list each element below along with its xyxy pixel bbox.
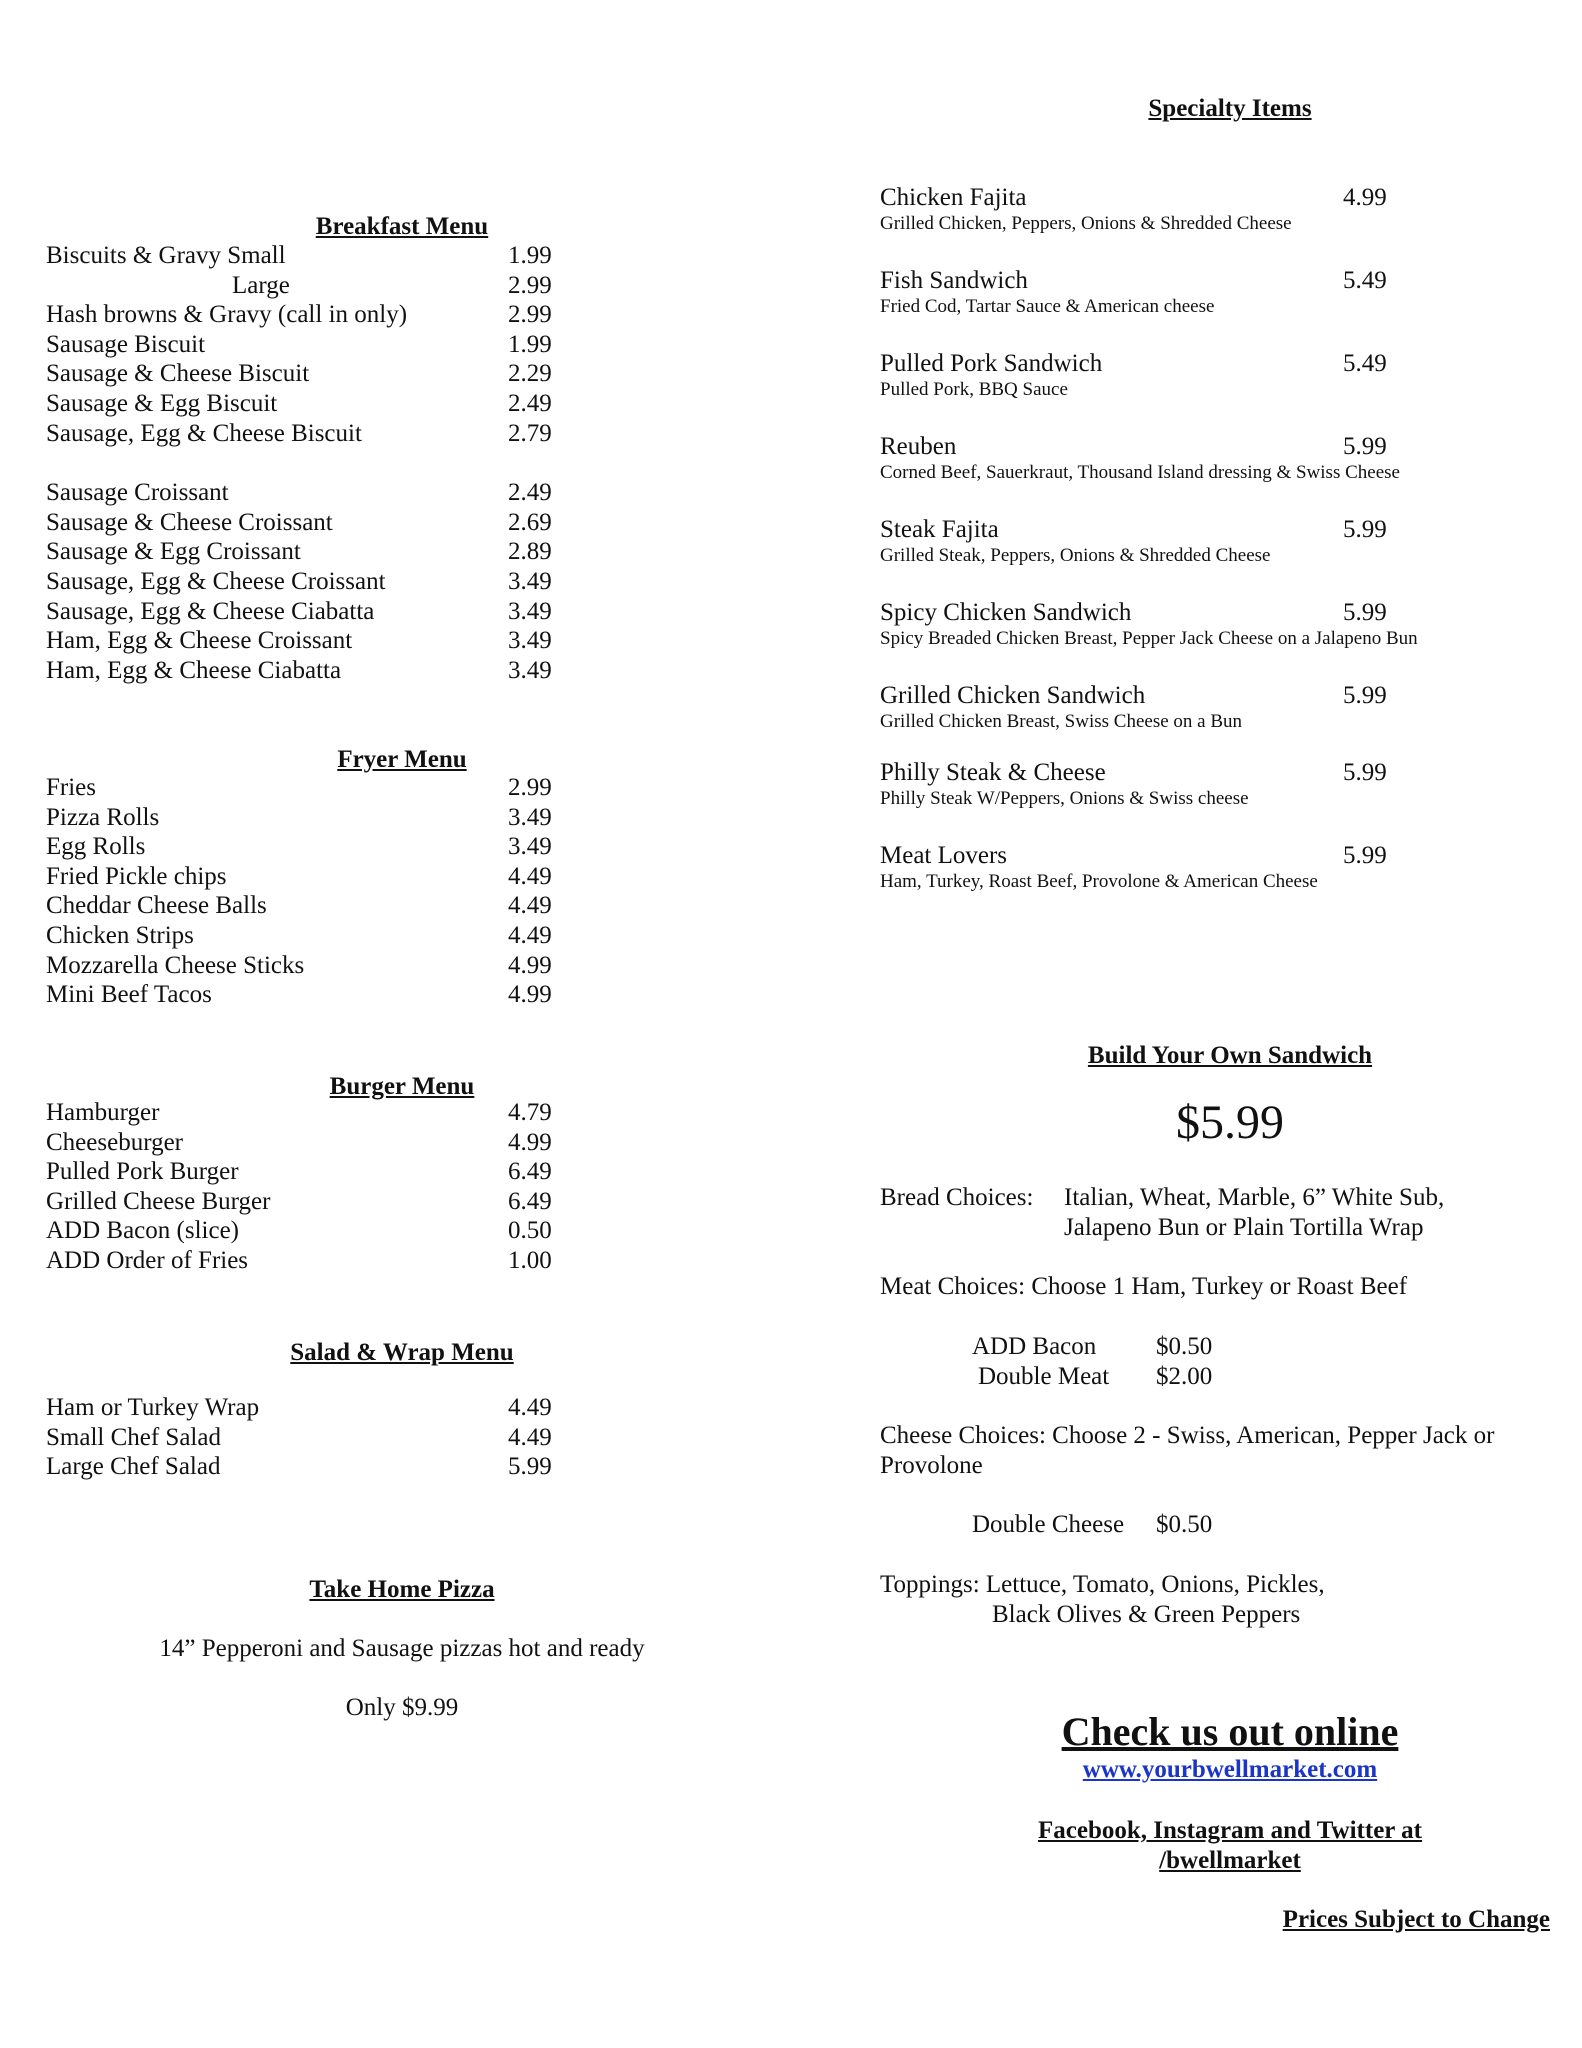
breakfast-item-name: Sausage & Cheese Croissant bbox=[46, 508, 333, 536]
specialty-item-name: Chicken Fajita bbox=[880, 184, 1027, 211]
cheese-choices-line2: Provolone bbox=[880, 1452, 983, 1479]
add-bacon-price: $0.50 bbox=[1156, 1333, 1213, 1360]
breakfast-item-price: 2.99 bbox=[508, 271, 552, 299]
specialty-item-description: Pulled Pork, BBQ Sauce bbox=[880, 379, 1068, 400]
fryer-item-name: Egg Rolls bbox=[46, 833, 146, 861]
specialty-item-price: 5.49 bbox=[1343, 267, 1387, 294]
specialty-item bbox=[880, 842, 1520, 894]
breakfast-item-name: Large bbox=[232, 271, 290, 299]
fryer-item-price: 3.49 bbox=[508, 803, 552, 831]
breakfast-item-price: 2.49 bbox=[508, 479, 552, 507]
double-cheese-label: Double Cheese bbox=[972, 1511, 1125, 1538]
breakfast-item-price: 3.49 bbox=[508, 656, 552, 684]
specialty-item-name: Fish Sandwich bbox=[880, 267, 1028, 294]
breakfast-item-name: Sausage & Egg Biscuit bbox=[46, 390, 278, 417]
breakfast-item-price: 2.69 bbox=[508, 508, 552, 536]
breakfast-item-price: 2.79 bbox=[508, 419, 552, 447]
breakfast-item-name: Sausage, Egg & Cheese Ciabatta bbox=[46, 597, 375, 625]
breakfast-item-price: 2.29 bbox=[508, 360, 552, 388]
salad-item-price: 5.99 bbox=[508, 1453, 552, 1481]
breakfast-item-name: Sausage Croissant bbox=[46, 479, 229, 507]
fryer-item-name: Chicken Strips bbox=[46, 922, 194, 949]
breakfast-item-price: 1.99 bbox=[508, 242, 552, 269]
byo-sandwich-title: Build Your Own Sandwich bbox=[1087, 1042, 1373, 1069]
breakfast-item-name: Sausage, Egg & Cheese Croissant bbox=[46, 568, 386, 595]
burger-item-name: ADD Bacon (slice) bbox=[46, 1217, 239, 1245]
double-meat-price: $2.00 bbox=[1156, 1363, 1213, 1390]
fryer-item-price: 4.99 bbox=[508, 951, 552, 979]
salad-item-price: 4.49 bbox=[508, 1423, 552, 1451]
specialty-item-name: Steak Fajita bbox=[880, 516, 999, 543]
specialty-item bbox=[880, 682, 1520, 734]
burger-item-price: 6.49 bbox=[508, 1158, 552, 1186]
double-meat-label: Double Meat bbox=[978, 1363, 1110, 1390]
specialty-item-description: Philly Steak W/Peppers, Onions & Swiss cheese bbox=[880, 788, 1249, 809]
fryer-item-price: 4.49 bbox=[508, 892, 552, 920]
breakfast-item-price: 2.99 bbox=[508, 301, 552, 329]
specialty-item-description: Ham, Turkey, Roast Beef, Provolone & American Cheese bbox=[880, 871, 1318, 892]
specialty-item-name: Meat Lovers bbox=[880, 842, 1008, 869]
specialty-item-name: Reuben bbox=[880, 433, 957, 460]
breakfast-item-price: 3.49 bbox=[508, 597, 552, 625]
specialty-item-price: 5.99 bbox=[1343, 516, 1387, 543]
specialty-item-name: Philly Steak & Cheese bbox=[880, 759, 1106, 786]
specialty-item-price: 4.99 bbox=[1343, 184, 1387, 211]
fryer-item-price: 2.99 bbox=[508, 774, 552, 801]
breakfast-item-name: Sausage & Egg Croissant bbox=[46, 538, 301, 566]
fryer-item-name: Mozzarella Cheese Sticks bbox=[46, 951, 305, 979]
salad-wrap-menu-title: Salad & Wrap Menu bbox=[290, 1339, 514, 1366]
breakfast-item-price: 3.49 bbox=[508, 627, 552, 655]
burger-item-price: 4.99 bbox=[508, 1128, 552, 1156]
breakfast-item-name: Ham, Egg & Cheese Croissant bbox=[46, 627, 353, 655]
burger-item-price: 6.49 bbox=[508, 1187, 552, 1215]
specialty-item bbox=[880, 267, 1520, 319]
breakfast-item-price: 2.49 bbox=[508, 390, 552, 417]
toppings-line2: Black Olives & Green Peppers bbox=[992, 1601, 1301, 1628]
fryer-item-name: Pizza Rolls bbox=[46, 803, 160, 831]
fryer-item-price: 3.49 bbox=[508, 833, 552, 861]
breakfast-item-name: Hash browns & Gravy (call in only) bbox=[46, 301, 408, 329]
breakfast-item-name: Biscuits & Gravy Small bbox=[46, 242, 286, 269]
fryer-item-name: Cheddar Cheese Balls bbox=[46, 892, 267, 920]
specialty-item bbox=[880, 184, 1520, 236]
specialty-item-description: Spicy Breaded Chicken Breast, Pepper Jack Cheese on a Jalapeno Bun bbox=[880, 628, 1418, 649]
pizza-price: Only $9.99 bbox=[345, 1694, 459, 1721]
specialty-item bbox=[880, 516, 1520, 568]
burger-item-price: 0.50 bbox=[508, 1217, 552, 1245]
salad-item-name: Small Chef Salad bbox=[46, 1423, 221, 1451]
fryer-item-name: Fries bbox=[46, 774, 96, 801]
specialty-item bbox=[880, 759, 1520, 811]
specialty-item-description: Grilled Chicken, Peppers, Onions & Shredded Cheese bbox=[880, 213, 1292, 234]
specialty-item-name: Spicy Chicken Sandwich bbox=[880, 599, 1132, 626]
specialty-item-name: Grilled Chicken Sandwich bbox=[880, 682, 1146, 709]
specialty-item-description: Corned Beef, Sauerkraut, Thousand Island dressing & Swiss Cheese bbox=[880, 462, 1400, 483]
fryer-item-price: 4.49 bbox=[508, 922, 552, 949]
specialty-item-description: Grilled Chicken Breast, Swiss Cheese on a Bun bbox=[880, 711, 1243, 732]
specialty-item-price: 5.99 bbox=[1343, 599, 1387, 626]
double-cheese-price: $0.50 bbox=[1156, 1511, 1213, 1538]
prices-disclaimer: Prices Subject to Change bbox=[1282, 1906, 1550, 1933]
burger-item-name: ADD Order of Fries bbox=[46, 1247, 249, 1274]
salad-item-name: Ham or Turkey Wrap bbox=[46, 1394, 260, 1421]
specialty-item-description: Grilled Steak, Peppers, Onions & Shredded Cheese bbox=[880, 545, 1271, 566]
burger-item-name: Cheeseburger bbox=[46, 1128, 183, 1156]
breakfast-item-price: 2.89 bbox=[508, 538, 552, 566]
breakfast-menu-title: Breakfast Menu bbox=[315, 213, 489, 240]
social-media-line1: Facebook, Instagram and Twitter at bbox=[1037, 1817, 1423, 1844]
specialty-item bbox=[880, 350, 1520, 402]
fryer-item-price: 4.49 bbox=[508, 862, 552, 890]
social-media-handle[interactable]: /bwellmarket bbox=[1159, 1847, 1301, 1874]
burger-item-name: Grilled Cheese Burger bbox=[46, 1187, 271, 1215]
fryer-item-name: Mini Beef Tacos bbox=[46, 981, 212, 1009]
specialty-item bbox=[880, 433, 1520, 485]
burger-menu-title: Burger Menu bbox=[329, 1073, 475, 1100]
fryer-item-name: Fried Pickle chips bbox=[46, 862, 227, 890]
salad-item-price: 4.49 bbox=[508, 1394, 552, 1421]
specialty-item-price: 5.99 bbox=[1343, 433, 1387, 460]
burger-item-price: 4.79 bbox=[508, 1099, 552, 1126]
take-home-pizza-title: Take Home Pizza bbox=[309, 1576, 495, 1603]
specialty-item-price: 5.49 bbox=[1343, 350, 1387, 377]
specialty-item-price: 5.99 bbox=[1343, 759, 1387, 786]
bread-choices-label: Bread Choices: bbox=[880, 1184, 1034, 1211]
burger-item-name: Hamburger bbox=[46, 1099, 160, 1126]
breakfast-item-name: Ham, Egg & Cheese Ciabatta bbox=[46, 656, 342, 684]
specialty-item-price: 5.99 bbox=[1343, 682, 1387, 709]
cheese-choices-line1: Cheese Choices: Choose 2 - Swiss, American, Pepper Jack or bbox=[880, 1422, 1495, 1449]
meat-choices: Meat Choices: Choose 1 Ham, Turkey or Roast Beef bbox=[880, 1273, 1408, 1300]
specialty-item-description: Fried Cod, Tartar Sauce & American cheese bbox=[880, 296, 1215, 317]
specialty-item-name: Pulled Pork Sandwich bbox=[880, 350, 1103, 377]
breakfast-item-name: Sausage, Egg & Cheese Biscuit bbox=[46, 419, 362, 447]
toppings-line1: Toppings: Lettuce, Tomato, Onions, Pickles, bbox=[880, 1571, 1325, 1598]
burger-item-name: Pulled Pork Burger bbox=[46, 1158, 239, 1186]
specialty-item-price: 5.99 bbox=[1343, 842, 1387, 869]
breakfast-item-name: Sausage & Cheese Biscuit bbox=[46, 360, 310, 388]
pizza-description: 14” Pepperoni and Sausage pizzas hot and ready bbox=[159, 1635, 645, 1662]
breakfast-item-price: 3.49 bbox=[508, 568, 552, 595]
breakfast-item-name: Sausage Biscuit bbox=[46, 330, 206, 358]
burger-item-price: 1.00 bbox=[508, 1247, 552, 1274]
salad-item-name: Large Chef Salad bbox=[46, 1453, 221, 1481]
fryer-menu-title: Fryer Menu bbox=[337, 746, 467, 773]
specialty-item bbox=[880, 599, 1520, 651]
specialty-items-title: Specialty Items bbox=[1148, 95, 1312, 122]
bread-choices-line1: Italian, Wheat, Marble, 6” White Sub, bbox=[1064, 1184, 1445, 1211]
byo-sandwich-price: $5.99 bbox=[1176, 1096, 1284, 1149]
check-online-title: Check us out online bbox=[1061, 1709, 1399, 1754]
bread-choices-line2: Jalapeno Bun or Plain Tortilla Wrap bbox=[1064, 1214, 1424, 1241]
website-link[interactable]: www.yourbwellmarket.com bbox=[1082, 1756, 1378, 1783]
breakfast-item-price: 1.99 bbox=[508, 330, 552, 358]
add-bacon-label: ADD Bacon bbox=[972, 1333, 1097, 1360]
fryer-item-price: 4.99 bbox=[508, 981, 552, 1009]
